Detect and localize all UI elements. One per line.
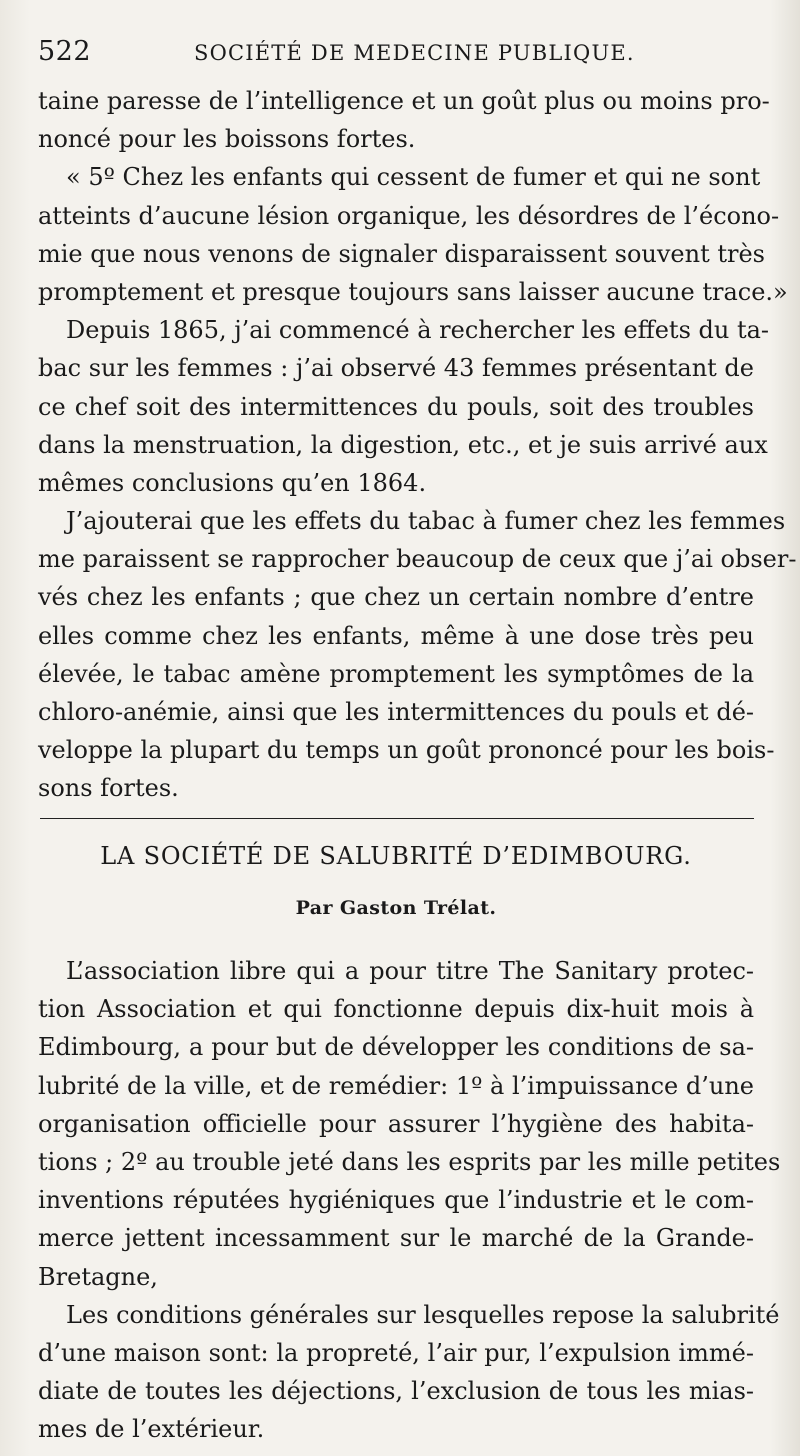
text-line: diate de toutes les déjections, l’exclusion de tous les mias-: [38, 1377, 754, 1406]
author-byline: Par Gaston Trélat.: [295, 897, 497, 919]
text-line: elles comme chez les enfants, même à une dose très peu: [38, 621, 754, 650]
text-line: Les conditions générales sur lesquelles repose la salubrité: [66, 1300, 780, 1329]
text-line: « 5º Chez les enfants qui cessent de fumer et qui ne sont: [66, 163, 761, 192]
text-line: L’association libre qui a pour titre The Sanitary protec-: [66, 957, 754, 985]
text-line: atteints d’aucune lésion organique, les désordres de l’écono-: [38, 201, 780, 230]
text-line: merce jettent incessamment sur le marché de la Grande-: [38, 1224, 754, 1253]
text-line: lubrité de la ville, et de remédier: 1º à l’impuissance d’une: [38, 1071, 754, 1100]
text-line: mie que nous venons de signaler disparaissent souvent très: [38, 239, 765, 268]
text-line: mes de l’extérieur.: [38, 1415, 265, 1444]
text-line: Edimbourg, a pour but de développer les conditions de sa-: [38, 1033, 754, 1062]
text-line: bac sur les femmes : j’ai observé 43 femmes présentant de: [38, 354, 754, 383]
body-text-block-1: [38, 82, 797, 808]
section-title: LA SOCIÉTÉ DE SALUBRITÉ D’EDIMBOURG.: [100, 842, 692, 870]
text-line: promptement et presque toujours sans laisser aucune trace.»: [38, 277, 788, 306]
text-line: Bretagne,: [38, 1262, 158, 1291]
text-line: sons fortes.: [38, 774, 179, 803]
text-line: d’une maison sont: la propreté, l’air pur, l’expulsion immé-: [38, 1338, 754, 1367]
text-line: Depuis 1865, j’ai commencé à rechercher les effets du ta-: [66, 316, 770, 345]
text-line: me paraissent se rapprocher beaucoup de ceux que j’ai obser-: [38, 545, 797, 574]
text-line: inventions réputées hygiéniques que l’industrie et le com-: [38, 1186, 754, 1215]
text-line: tions ; 2º au trouble jeté dans les esprits par les mille petites: [38, 1147, 781, 1176]
section-divider: [40, 818, 754, 819]
text-line: organisation officielle pour assurer l’hygiène des habita-: [38, 1109, 754, 1138]
text-line: chloro-anémie, ainsi que les intermittences du pouls et dé-: [38, 698, 754, 726]
text-line: ce chef soit des intermittences du pouls, soit des troubles: [38, 392, 754, 421]
text-line: J’ajouterai que les effets du tabac à fumer chez les femmes: [66, 507, 786, 536]
text-line: mêmes conclusions qu’en 1864.: [38, 468, 427, 497]
page-header: [38, 36, 758, 72]
text-line: élevée, le tabac amène promptement les symptômes de la: [38, 659, 754, 688]
text-line: vés chez les enfants ; que chez un certain nombre d’entre: [38, 583, 754, 612]
running-head: SOCIÉTÉ DE MEDECINE PUBLIQUE.: [194, 41, 635, 65]
text-line: taine paresse de l’intelligence et un goût plus ou moins pro-: [38, 87, 770, 115]
text-line: noncé pour les boissons fortes.: [38, 125, 416, 154]
page-number: 522: [38, 36, 92, 67]
body-text-block-2: [38, 952, 781, 1448]
text-line: dans la menstruation, la digestion, etc., et je suis arrivé aux: [38, 430, 768, 459]
text-line: veloppe la plupart du temps un goût prononcé pour les bois-: [38, 736, 775, 765]
text-line: tion Association et qui fonctionne depuis dix-huit mois à: [38, 995, 754, 1024]
